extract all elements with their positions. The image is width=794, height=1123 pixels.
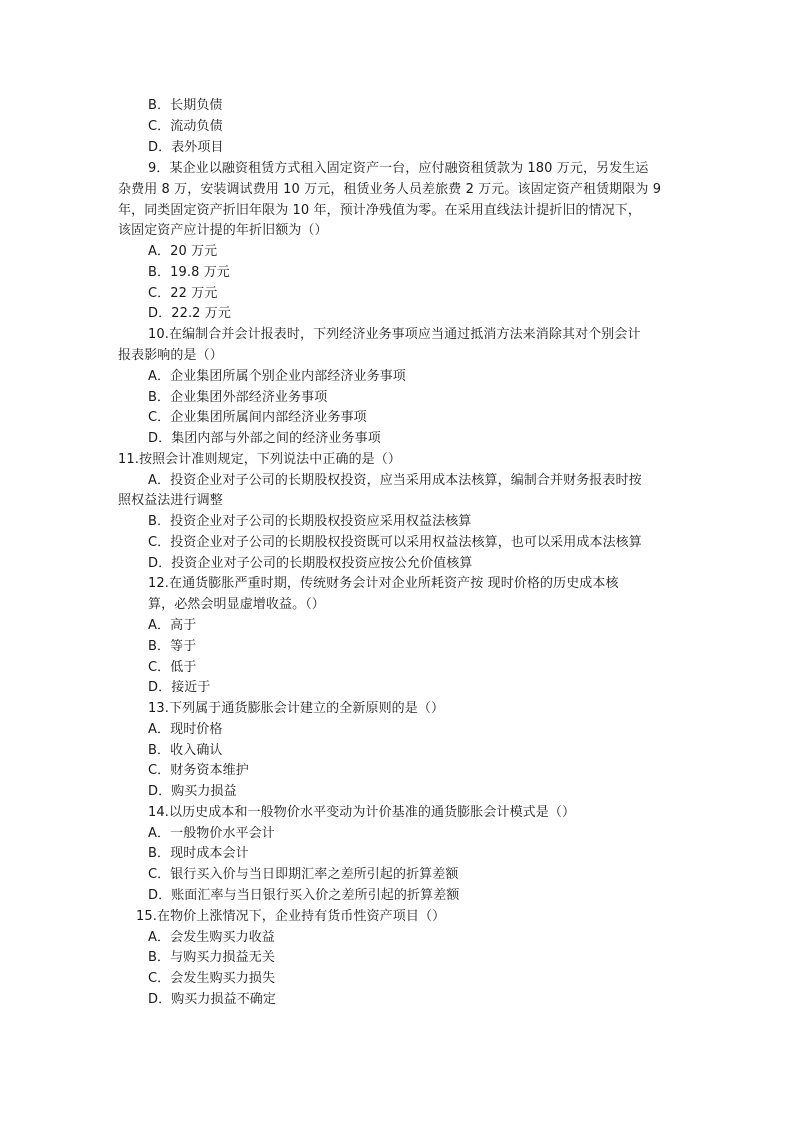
option-line: D．表外项目 (148, 140, 224, 155)
option-line: D．购买力损益 (148, 784, 237, 799)
option-line: A．投资企业对子公司的长期股权投资，应当采用成本法核算，编制合并财务报表时按 (148, 473, 642, 488)
question-9-line: 9．某企业以融资租赁方式租入固定资产一台，应付融资租赁款为 180 万元，另发生运 (148, 161, 649, 176)
question-12-line: 算，必然会明显虚增收益。（） (148, 597, 325, 612)
option-line: C．低于 (148, 660, 197, 675)
option-line: C．财务资本维护 (148, 763, 249, 778)
option-line: C．投资企业对子公司的长期股权投资既可以采用权益法核算，也可以采用成本法核算 (148, 535, 642, 550)
option-line: B．现时成本会计 (148, 846, 249, 861)
option-line: B．企业集团外部经济业务事项 (148, 390, 328, 405)
option-line: D．购买力损益不确定 (148, 992, 277, 1007)
option-line: 照权益法进行调整 (118, 493, 223, 508)
option-line: C．会发生购买力损失 (148, 971, 276, 986)
option-line: C．22 万元 (148, 286, 218, 301)
option-line: D．22.2 万元 (148, 306, 231, 321)
question-11-line: 11.按照会计准则规定，下列说法中正确的是（） (118, 452, 401, 467)
option-line: B．收入确认 (148, 743, 223, 758)
question-14-line: 14.以历史成本和一般物价水平变动为计价基准的通货膨胀会计模式是（） (148, 805, 576, 820)
option-line: B．与购买力损益无关 (148, 950, 275, 965)
question-12-line: 12.在通货膨胀严重时期，传统财务会计对企业所耗资产按 现时价格的历史成本核 (148, 576, 619, 591)
option-line: A．一般物价水平会计 (148, 826, 275, 841)
option-line: A．现时价格 (148, 722, 223, 737)
question-9-line: 该固定资产应计提的年折旧额为（） (118, 223, 328, 238)
question-15-line: 15.在物价上涨情况下，企业持有货币性资产项目（） (136, 909, 446, 924)
question-9-line: 杂费用 8 万，安装调试费用 10 万元，租赁业务人员差旅费 2 万元。该固定资产租赁期限为 9 (118, 182, 662, 197)
option-line: A．企业集团所属个别企业内部经济业务事项 (148, 369, 406, 384)
option-line: B．投资企业对子公司的长期股权投资应采用权益法核算 (148, 514, 472, 529)
question-10-line: 10.在编制合并会计报表时，下列经济业务事项应当通过抵消方法来消除其对个别会计 (148, 327, 641, 342)
option-line: C．企业集团所属间内部经济业务事项 (148, 410, 367, 425)
option-line: B．长期负债 (148, 98, 223, 113)
option-line: C．银行买入价与当日即期汇率之差所引起的折算差额 (148, 867, 459, 882)
option-line: D．集团内部与外部之间的经济业务事项 (148, 431, 381, 446)
option-line: A．高于 (148, 618, 197, 633)
question-13-line: 13.下列属于通货膨胀会计建立的全新原则的是（） (148, 701, 445, 716)
option-line: D．账面汇率与当日银行买入价之差所引起的折算差额 (148, 888, 460, 903)
option-line: D．接近于 (148, 680, 211, 695)
option-line: B．19.8 万元 (148, 265, 230, 280)
option-line: B．等于 (148, 639, 197, 654)
option-line: A．会发生购买力收益 (148, 930, 275, 945)
question-9-line: 年，同类固定资产折旧年限为 10 年，预计净残值为零。在采用直线法计提折旧的情况下， (118, 203, 642, 218)
option-line: C．流动负债 (148, 119, 223, 134)
option-line: A．20 万元 (148, 244, 218, 259)
question-10-line: 报表影响的是（） (118, 348, 223, 363)
option-line: D．投资企业对子公司的长期股权投资应按公允价值核算 (148, 556, 473, 571)
